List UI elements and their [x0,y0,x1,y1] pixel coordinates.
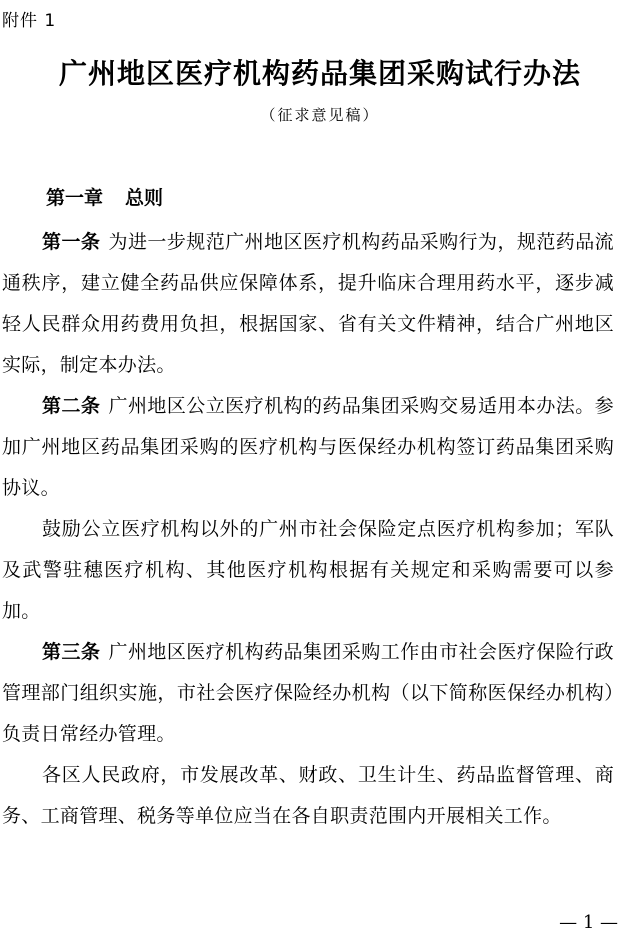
chapter-number: 第一章 [46,187,104,209]
chapter-heading [46,183,163,210]
article-2-label: 第二条 [42,395,101,417]
article-2-continuation: 鼓励公立医疗机构以外的广州市社会保险定点医疗机构参加；军队及武警驻穗医疗机构、其他医疗机构根据有关规定和采购需要可以参加。 [2,518,614,622]
article-3-label: 第三条 [42,641,101,663]
article-3 [2,632,614,755]
chapter-name: 总则 [125,187,164,209]
attachment-label: 附件 1 [2,11,57,31]
article-3-text: 广州地区医疗机构药品集团采购工作由市社会医疗保险行政管理部门组织实施，市社会医疗保险经办机构（以下简称医保经办机构）负责日常经办管理。 [2,641,614,745]
document-title: 广州地区医疗机构药品集团采购试行办法 [58,57,581,90]
article-1-label: 第一条 [42,231,101,253]
article-1 [2,222,614,386]
article-1-text: 为进一步规范广州地区医疗机构药品采购行为，规范药品流通秩序，建立健全药品供应保障体系，提升临床合理用药水平，逐步减轻人民群众用药费用负担，根据国家、省有关文件精神，结合广州地区实际，制定本办法。 [2,231,614,376]
article-2-text: 广州地区公立医疗机构的药品集团采购交易适用本办法。参加广州地区药品集团采购的医疗机构与医保经办机构签订药品集团采购协议。 [2,395,614,499]
article-2 [2,386,614,509]
document-subtitle: （征求意见稿） [260,106,380,124]
article-3-continuation: 各区人民政府，市发展改革、财政、卫生计生、药品监督管理、商务、工商管理、税务等单位应当在各自职责范围内开展相关工作。 [2,764,614,827]
page-number: — 1 — [559,912,618,933]
